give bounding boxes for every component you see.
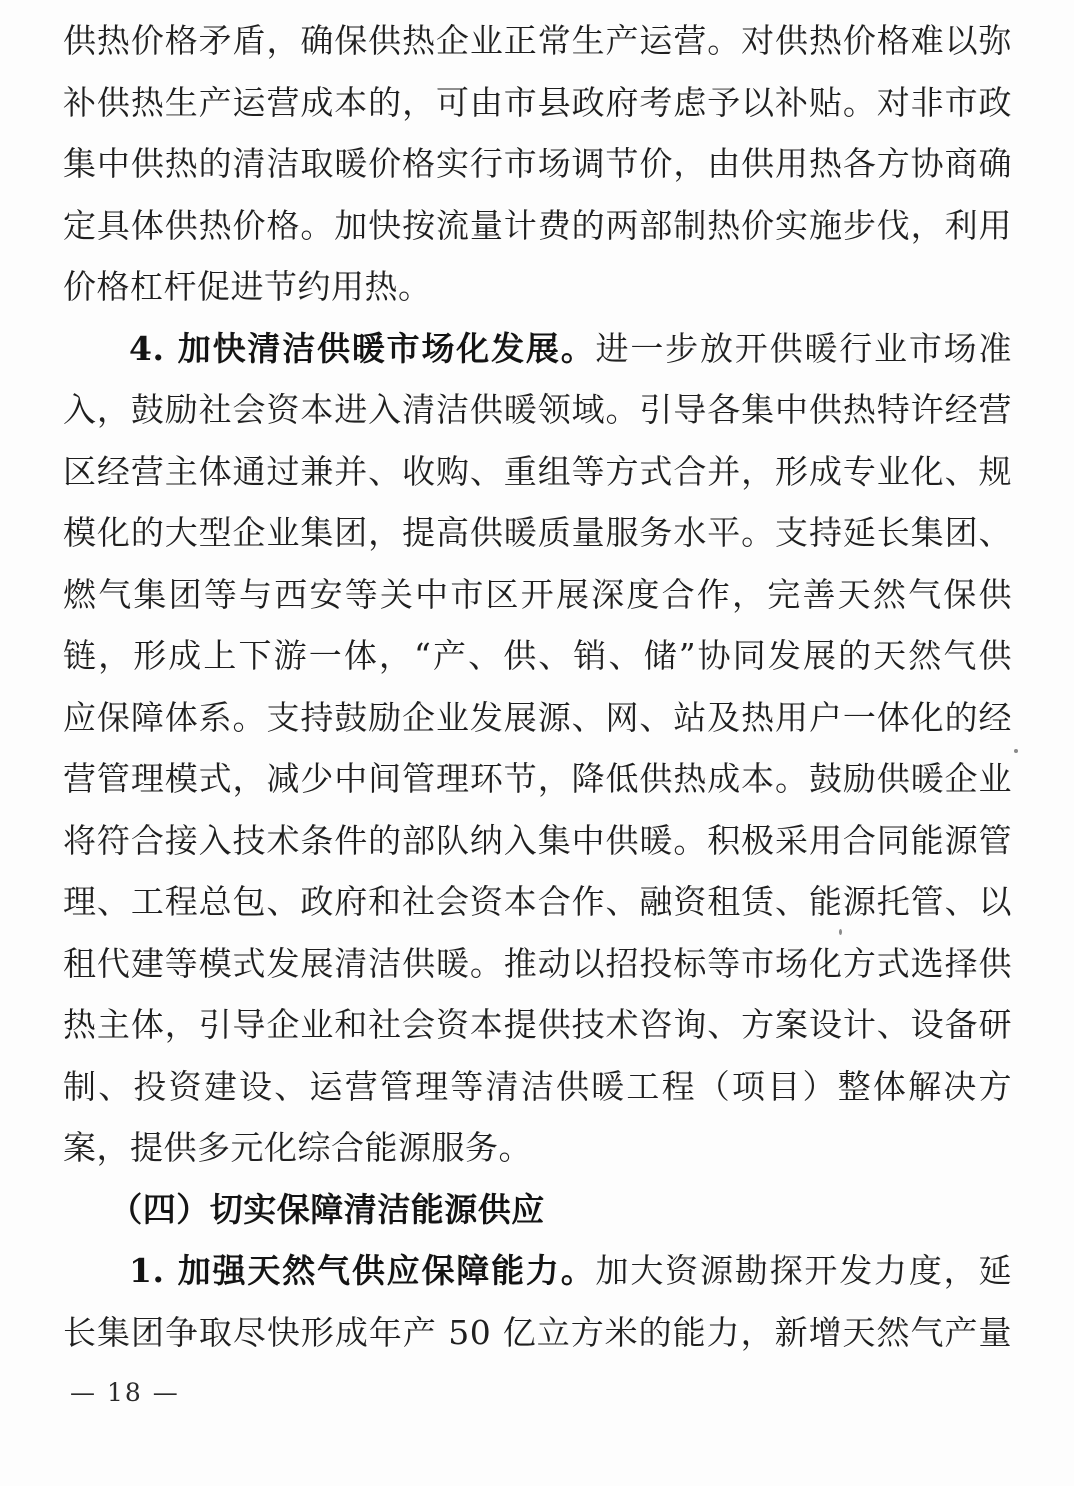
paragraph-line <box>63 379 1012 441</box>
paragraph-line <box>63 748 1012 810</box>
section-heading <box>63 1179 1012 1241</box>
line-text: 定具体供热价格。加快按流量计费的两部制热价实施步伐，利用 <box>63 205 1012 245</box>
paragraph-line <box>63 810 1012 872</box>
line-text: 长集团争取尽快形成年产 50 亿立方米的能力，新增天然气产量 <box>63 1312 1012 1352</box>
scan-artifact <box>839 929 842 935</box>
paragraph-line <box>63 502 1012 564</box>
line-text: 区经营主体通过兼并、收购、重组等方式合并，形成专业化、规 <box>63 451 1012 491</box>
line-text: 入，鼓励社会资本进入清洁供暖领域。引导各集中供热特许经营 <box>63 390 1012 429</box>
text-block <box>63 10 1012 1363</box>
line-text: 将符合接入技术条件的部队纳入集中供暖。积极采用合同能源管 <box>63 820 1012 860</box>
scan-artifact <box>1014 749 1018 753</box>
paragraph-line <box>63 1117 1012 1179</box>
line-text: 燃气集团等与西安等关中市区开展深度合作，完善天然气保供 <box>63 574 1012 614</box>
line-text: 案，提供多元化综合能源服务。 <box>63 1128 532 1167</box>
line-text: 理、工程总包、政府和社会资本合作、融资租赁、能源托管、以 <box>63 882 1012 921</box>
paragraph-line <box>63 318 1012 380</box>
paragraph-line <box>63 687 1012 749</box>
line-text: 租代建等模式发展清洁供暖。推动以招投标等市场化方式选择供 <box>63 943 1012 983</box>
line-text: 营管理模式，减少中间管理环节，降低供热成本。鼓励供暖企业 <box>63 759 1012 798</box>
line-text: 制、投资建设、运营管理等清洁供暖工程（项目）整体解决方 <box>63 1066 1012 1106</box>
paragraph-line <box>63 933 1012 995</box>
paragraph-line <box>63 441 1012 503</box>
line-text: 供热价格矛盾，确保供热企业正常生产运营。对供热价格难以弥 <box>63 21 1012 60</box>
line-text: 模化的大型企业集团，提高供暖质量服务水平。支持延长集团、 <box>63 513 1012 552</box>
paragraph-line <box>63 564 1012 626</box>
paragraph-line <box>63 871 1012 933</box>
paragraph-line <box>63 256 1012 318</box>
paragraph-line <box>63 625 1012 687</box>
paragraph-line <box>63 994 1012 1056</box>
numbered-heading-text: 4. 加快清洁供暖市场化发展。 <box>129 328 596 368</box>
line-text: 价格杠杆促进节约用热。 <box>63 267 432 306</box>
section-heading-text: （四）切实保障清洁能源供应 <box>109 1189 545 1229</box>
paragraph-line <box>63 1302 1012 1364</box>
line-text: 加大资源勘探开发力度，延 <box>595 1251 1012 1290</box>
paragraph-line <box>63 133 1012 195</box>
line-text: 进一步放开供暖行业市场准 <box>595 328 1012 368</box>
line-text: 应保障体系。支持鼓励企业发展源、网、站及热用户一体化的经 <box>63 697 1012 737</box>
numbered-heading-text: 1. 加强天然气供应保障能力。 <box>129 1251 596 1290</box>
line-text: 热主体，引导企业和社会资本提供技术咨询、方案设计、设备研 <box>63 1005 1012 1044</box>
paragraph-line <box>63 72 1012 134</box>
page-number: — 18 — <box>70 1378 180 1407</box>
paragraph-line <box>63 10 1012 72</box>
paragraph-line <box>63 1240 1012 1302</box>
line-text: 链，形成上下游一体，“产、供、销、储”协同发展的天然气供 <box>63 636 1012 675</box>
line-text: 补供热生产运营成本的，可由市县政府考虑予以补贴。对非市政 <box>63 82 1012 122</box>
line-text: 集中供热的清洁取暖价格实行市场调节价，由供用热各方协商确 <box>63 144 1012 183</box>
paragraph-line <box>63 195 1012 257</box>
paragraph-line <box>63 1056 1012 1118</box>
